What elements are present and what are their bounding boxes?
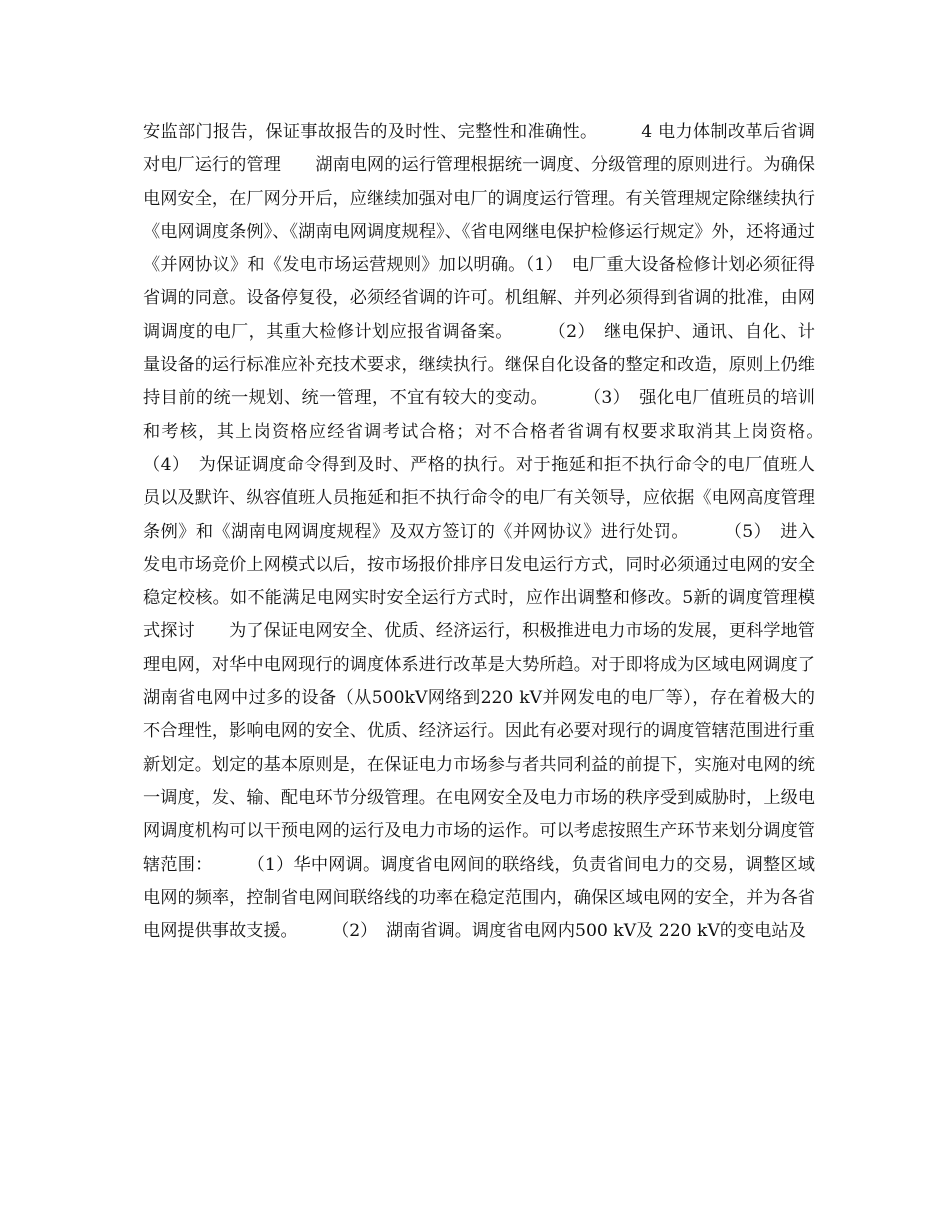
body-paragraph: 安监部门报告，保证事故报告的及时性、完整性和准确性。 4 电力体制改革后省调对电厂运行的管理 湖南电网的运行管理根据统一调度、分级管理的原则进行。为确保电网安全，在厂网分开后，应继续加强对电厂的调度运行管理。有关管理规定除继续执行《电网调度条例》、《湖南电网调度规程》、《省电网继电保护检修运行规定》外，还将通过《并网协议》和《发电市场运营规则》加以明确。（1） 电厂重大设备检修计划必须征得省调的同意。设备停复役，必须经省调的许可。机组解、并列必须得到省调的批准，由网调调度的电厂，其重大检修计划应报省调备案。 （2） 继电保护、通讯、自化、计量设备的运行标准应补充技术要求，继续执行。继保自化设备的整定和改造，原则上仍维持目前的统一规划、统一管理，不宜有较大的变动。 （3） 强化电厂值班员的培训和考核，其上岗资格应经省调考试合格；对不合格者省调有权要求取消其上岗资格。 （4） 为保证调度命令得到及时、严格的执行。对于拖延和拒不执行命令的电厂值班人员以及默许、纵容值班人员拖延和拒不执行命令的电厂有关领导，应依据《电网高度管理条例》和《湖南电网调度规程》及双方签订的《并网协议》进行处罚。 （5） 进入发电市场竞价上网模式以后，按市场报价排序日发电运行方式，同时必须通过电网的安全稳定校核。如不能满足电网实时安全运行方式时，应作出调整和修改。5新的调度管理模式探讨 为了保证电网安全、优质、经济运行，积极推进电力市场的发展，更科学地管理电网，对华中电网现行的调度体系进行改革是大势所趋。对于即将成为区域电网调度了湖南省电网中过多的设备（从500kV网络到220 kV并网发电的电厂等），存在着极大的不合理性，影响电网的安全、优质、经济运行。因此有必要对现行的调度管辖范围进行重新划定。划定的基本原则是，在保证电力市场参与者共同利益的前提下，实施对电网的统一调度，发、输、配电环节分级管理。在电网安全及电力市场的秩序受到威胁时，上级电网调度机构可以干预电网的运行及电力市场的运作。可以考虑按照生产环节来划分调度管辖范围： （1）华中网调。调度省电网间的联络线，负责省间电力的交易，调整区域电网的频率，控制省电网间联络线的功率在稳定范围内，确保区域电网的安全，并为各省电网提供事故支援。 （2） 湖南省调。调度省电网内500 kV及 220 kV的变电站及 <box>143 122 867 942</box>
